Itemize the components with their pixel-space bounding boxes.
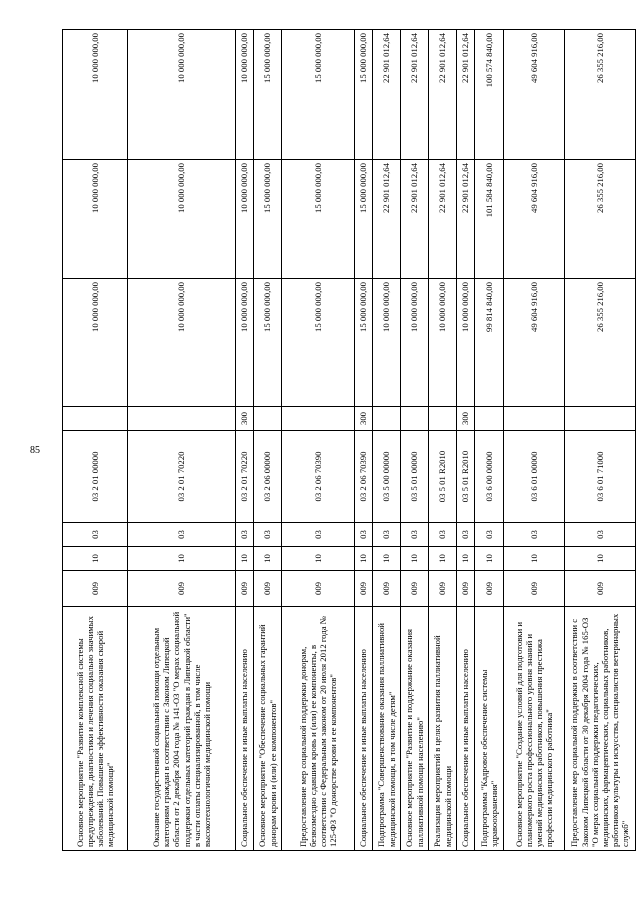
section-code: 10	[128, 547, 236, 571]
section-code: 10	[504, 547, 565, 571]
expense-type	[373, 407, 401, 431]
amount-year-3: 15 000 000,00	[254, 30, 282, 160]
row-name: Реализация мероприятий в целях развития паллиативной медицинской помощи	[429, 607, 457, 851]
amount-year-3: 15 000 000,00	[355, 30, 373, 160]
grbs-code: 009	[63, 571, 128, 607]
subsection-code: 03	[429, 523, 457, 547]
grbs-code: 009	[565, 571, 636, 607]
amount-year-1: 15 000 000,00	[282, 279, 355, 407]
expense-type	[254, 407, 282, 431]
amount-year-3: 22 901 012,64	[401, 30, 429, 160]
row-name: Подпрограмма "Кадровое обеспечение системы здравоохранения"	[475, 607, 504, 851]
subsection-code: 03	[63, 523, 128, 547]
table-row	[63, 30, 128, 851]
expense-type	[401, 407, 429, 431]
subsection-code: 03	[236, 523, 254, 547]
subsection-code: 03	[254, 523, 282, 547]
amount-year-1: 10 000 000,00	[63, 279, 128, 407]
target-article: 03 2 01 70220	[128, 431, 236, 523]
amount-year-2: 22 901 012,64	[401, 160, 429, 279]
amount-year-2: 101 584 840,00	[475, 160, 504, 279]
amount-year-3: 26 355 216,00	[565, 30, 636, 160]
rotated-budget-table	[62, 30, 631, 851]
amount-year-3: 100 574 840,00	[475, 30, 504, 160]
row-name: Социальное обеспечение и иные выплаты населению	[457, 607, 475, 851]
amount-year-3: 22 901 012,64	[429, 30, 457, 160]
amount-year-2: 22 901 012,64	[429, 160, 457, 279]
target-article: 03 5 01 R2010	[457, 431, 475, 523]
expense-type	[429, 407, 457, 431]
row-name: Основное мероприятие "Создание условий для подготовки и планомерного роста профессионального уровня знаний и умений медицинских работников, повышения престижа профессии медицинского работника"	[504, 607, 565, 851]
section-code: 10	[63, 547, 128, 571]
grbs-code: 009	[128, 571, 236, 607]
amount-year-3: 22 901 012,64	[373, 30, 401, 160]
amount-year-1: 10 000 000,00	[429, 279, 457, 407]
subsection-code: 03	[282, 523, 355, 547]
expense-type: 300	[457, 407, 475, 431]
row-name: Подпрограмма "Совершенствование оказания паллиативной медицинской помощи, в том числе детям"	[373, 607, 401, 851]
grbs-code: 009	[429, 571, 457, 607]
amount-year-2: 22 901 012,64	[457, 160, 475, 279]
grbs-code: 009	[373, 571, 401, 607]
target-article: 03 2 01 70220	[236, 431, 254, 523]
target-article: 03 2 06 70390	[282, 431, 355, 523]
table-row	[429, 30, 457, 851]
row-name: Основное мероприятие "Развитие комплексной системы предупреждения, диагностики и лечения социально значимых заболеваний. Повышение эффективности оказания скорой медицинской помощи"	[63, 607, 128, 851]
amount-year-3: 49 604 916,00	[504, 30, 565, 160]
row-name: Предоставление мер социальной поддержки донорам, безвозмездно сдавшим кровь и (или) ее компоненты, в соответствии с Федеральным законом от 20 июля 2012 года № 125-ФЗ "О донорстве крови и ее компонентов"	[282, 607, 355, 851]
amount-year-3: 22 901 012,64	[457, 30, 475, 160]
expense-type	[282, 407, 355, 431]
amount-year-2: 10 000 000,00	[236, 160, 254, 279]
section-code: 10	[429, 547, 457, 571]
section-code: 10	[457, 547, 475, 571]
amount-year-3: 15 000 000,00	[282, 30, 355, 160]
amount-year-1: 15 000 000,00	[254, 279, 282, 407]
section-code: 10	[236, 547, 254, 571]
target-article: 03 2 06 70390	[355, 431, 373, 523]
expense-type	[504, 407, 565, 431]
row-name: Оказание государственной социальной помощи отдельным категориям граждан в соответствии с Законом Липецкой области от 2 декабря 2004 года № 141-ОЗ "О мерах социальной поддержки отдельных категорий граждан в Липецкой области" в части оплаты специализированной, в том числе высокотехнологичной медицинской помощи	[128, 607, 236, 851]
target-article: 03 5 01 00000	[401, 431, 429, 523]
section-code: 10	[565, 547, 636, 571]
section-code: 10	[373, 547, 401, 571]
grbs-code: 009	[236, 571, 254, 607]
amount-year-1: 49 604 916,00	[504, 279, 565, 407]
amount-year-1: 10 000 000,00	[401, 279, 429, 407]
grbs-code: 009	[504, 571, 565, 607]
target-article: 03 6 01 71000	[565, 431, 636, 523]
amount-year-1: 99 814 840,00	[475, 279, 504, 407]
section-code: 10	[254, 547, 282, 571]
table-row	[457, 30, 475, 851]
grbs-code: 009	[457, 571, 475, 607]
table-row	[373, 30, 401, 851]
row-name: Предоставление мер социальной поддержки в соответствии с Законом Липецкой области от 30 декабря 2004 года № 165-ОЗ "О мерах социальной поддержки педагогических, медицинских, фармацевтических, социальных работников, работников культуры и искусства, специалистов ветеринарных служб"	[565, 607, 636, 851]
expense-type	[565, 407, 636, 431]
expense-type: 300	[355, 407, 373, 431]
subsection-code: 03	[457, 523, 475, 547]
expense-type	[128, 407, 236, 431]
target-article: 03 6 01 00000	[504, 431, 565, 523]
grbs-code: 009	[282, 571, 355, 607]
grbs-code: 009	[254, 571, 282, 607]
table-row	[475, 30, 504, 851]
section-code: 10	[282, 547, 355, 571]
target-article: 03 5 01 R2010	[429, 431, 457, 523]
amount-year-2: 22 901 012,64	[373, 160, 401, 279]
section-code: 10	[401, 547, 429, 571]
subsection-code: 03	[373, 523, 401, 547]
table-row	[565, 30, 636, 851]
page-number: 85	[30, 445, 40, 456]
subsection-code: 03	[475, 523, 504, 547]
amount-year-1: 26 355 216,00	[565, 279, 636, 407]
amount-year-1: 10 000 000,00	[457, 279, 475, 407]
table-row	[504, 30, 565, 851]
section-code: 10	[355, 547, 373, 571]
expense-type	[63, 407, 128, 431]
amount-year-2: 15 000 000,00	[355, 160, 373, 279]
amount-year-3: 10 000 000,00	[63, 30, 128, 160]
amount-year-2: 10 000 000,00	[63, 160, 128, 279]
row-name: Социальное обеспечение и иные выплаты населению	[236, 607, 254, 851]
grbs-code: 009	[475, 571, 504, 607]
subsection-code: 03	[565, 523, 636, 547]
budget-table	[62, 29, 636, 851]
subsection-code: 03	[355, 523, 373, 547]
row-name: Основное мероприятие "Обеспечение социальных гарантий донорам крови и (или) ее компонентов"	[254, 607, 282, 851]
amount-year-3: 10 000 000,00	[236, 30, 254, 160]
table-row	[254, 30, 282, 851]
table-row	[236, 30, 254, 851]
row-name: Социальное обеспечение и иные выплаты населению	[355, 607, 373, 851]
amount-year-1: 10 000 000,00	[236, 279, 254, 407]
table-row	[401, 30, 429, 851]
amount-year-2: 10 000 000,00	[128, 160, 236, 279]
target-article: 03 2 01 00000	[63, 431, 128, 523]
table-row	[128, 30, 236, 851]
amount-year-1: 15 000 000,00	[355, 279, 373, 407]
table-row	[355, 30, 373, 851]
section-code: 10	[475, 547, 504, 571]
grbs-code: 009	[401, 571, 429, 607]
expense-type: 300	[236, 407, 254, 431]
table-row	[282, 30, 355, 851]
amount-year-2: 49 604 916,00	[504, 160, 565, 279]
target-article: 03 2 06 00000	[254, 431, 282, 523]
amount-year-3: 10 000 000,00	[128, 30, 236, 160]
subsection-code: 03	[504, 523, 565, 547]
amount-year-1: 10 000 000,00	[128, 279, 236, 407]
amount-year-1: 10 000 000,00	[373, 279, 401, 407]
expense-type	[475, 407, 504, 431]
subsection-code: 03	[401, 523, 429, 547]
target-article: 03 6 00 00000	[475, 431, 504, 523]
target-article: 03 5 00 00000	[373, 431, 401, 523]
subsection-code: 03	[128, 523, 236, 547]
row-name: Основное мероприятие "Развитие и поддержание оказания паллиативной помощи населению"	[401, 607, 429, 851]
amount-year-2: 15 000 000,00	[254, 160, 282, 279]
grbs-code: 009	[355, 571, 373, 607]
amount-year-2: 15 000 000,00	[282, 160, 355, 279]
amount-year-2: 26 355 216,00	[565, 160, 636, 279]
